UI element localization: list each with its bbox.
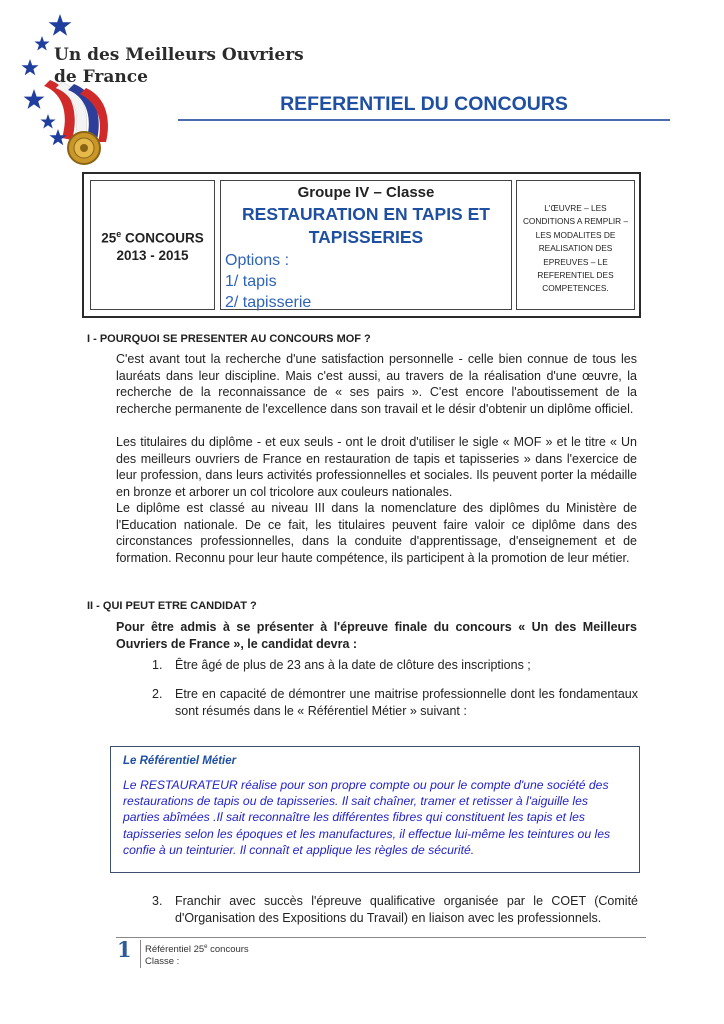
- organization-title: [54, 44, 304, 88]
- contest-edition-label: CONCOURS: [121, 230, 204, 246]
- referentiel-text: Le RESTAURATEUR réalise pour son propre compte ou pour le compte d'une société des restaurations de tapis ou de tapisseries. Il sait chaîner, tramer et retisser à l'aiguille les parties abîmées .Il sait reconnaître les différentes fibres qui constituent les tapis et les tapisseries selon les époques et les manufactures, il effectue lui-même les teintures ou les confie à un teinturier. Il connaît et applique les règles de sécurité.: [123, 778, 611, 857]
- contents-line: EPREUVES – LE: [543, 256, 608, 267]
- contest-years: 2013 - 2015: [116, 247, 189, 263]
- referentiel-title: Le Référentiel Métier: [123, 755, 237, 767]
- contest-info-box: [82, 172, 641, 318]
- contents-line: LES MODALITES DE: [535, 229, 616, 240]
- footer-separator: [140, 940, 141, 968]
- organization-title-line2: de France: [54, 67, 148, 87]
- list-item: [152, 657, 638, 674]
- options-label: Options :: [225, 252, 290, 269]
- contest-edition-cell: [90, 180, 215, 310]
- contents-line: COMPETENCES.: [542, 283, 609, 294]
- footer-line1: [145, 941, 249, 956]
- page-number: 1: [117, 937, 132, 962]
- logo-medal: [68, 132, 100, 164]
- list-item-number: 3.: [152, 894, 163, 908]
- speciality-title-line2: TAPISSERIES: [308, 227, 424, 247]
- page-title: REFERENTIEL DU CONCOURS: [178, 93, 670, 121]
- speciality-title: [225, 203, 507, 249]
- contents-line: CONDITIONS A REMPLIR –: [522, 216, 629, 227]
- footer-line2: Classe :: [145, 956, 180, 968]
- list-item-number: 2.: [152, 687, 163, 701]
- footer-divider: [116, 937, 646, 938]
- section2-heading: II - QUI PEUT ETRE CANDIDAT ?: [87, 600, 257, 612]
- section2-intro: Pour être admis à se présenter à l'épreuve finale du concours « Un des Meilleurs Ouvriers de France », le candidat devra :: [116, 620, 637, 651]
- option-tapisserie: 2/ tapisserie: [225, 294, 312, 311]
- section1-paragraph: Les titulaires du diplôme - et eux seuls - ont le droit d'utiliser le sigle « MOF » et le titre « Un des meilleurs ouvriers de France en restauration de tapis et tapisseries » dans l'exercice de leur profession, dans leurs activités professionnelles et sociales. Ils peuvent porter la médaille en bronze et arborer un col tricolore aux couleurs nationales.: [116, 435, 637, 499]
- footer-line1-suffix: concours: [207, 944, 249, 956]
- organization-title-line1: Un des Meilleurs Ouvriers: [54, 45, 304, 65]
- contents-summary-cell: [516, 180, 635, 310]
- contest-edition: [101, 226, 204, 247]
- group-class: Groupe IV – Classe: [297, 184, 435, 201]
- speciality-title-line1: RESTAURATION EN TAPIS ET: [242, 204, 490, 224]
- referentiel-metier-box: [110, 746, 640, 873]
- list-item: [152, 686, 638, 720]
- speciality-cell: [220, 180, 512, 310]
- footer-line1-sup: e: [204, 944, 208, 950]
- list-item-number: 1.: [152, 658, 163, 672]
- contents-line: L'ŒUVRE – LES: [544, 203, 607, 213]
- section1-paragraph: Le diplôme est classé au niveau III dans la nomenclature des diplômes du Ministère de l'Education nationale. De ce fait, les titulaires peuvent faire valoir ce diplôme dans des circonstances professionnelles, dans la conduite d'apprentissage, d'enseignement et de formation. Reconnu pour leur haute compétence, ils participent à la promotion de leur métier.: [116, 501, 637, 565]
- list-item-text: Etre en capacité de démontrer une maitrise professionnelle dont les fondamentaux sont résumés dans le « Référentiel Métier » suivant :: [175, 687, 638, 718]
- contents-line: REALISATION DES: [538, 243, 613, 254]
- option-tapis: 1/ tapis: [225, 273, 277, 290]
- list-item: [152, 893, 638, 927]
- contents-line: REFERENTIEL DES: [537, 270, 614, 281]
- options-list: [225, 250, 507, 313]
- contest-edition-number: 25: [101, 230, 117, 246]
- list-item-text: Être âgé de plus de 23 ans à la date de clôture des inscriptions ;: [175, 658, 531, 672]
- list-item-text: Franchir avec succès l'épreuve qualificative organisée par le COET (Comité d'Organisation des Expositions du Travail) en liaison avec les professionnels.: [175, 894, 638, 925]
- mof-logo: [10, 10, 150, 180]
- section1-paragraph: C'est avant tout la recherche d'une satisfaction personnelle - celle bien connue de tous les lauréats dans leur discipline. Mais c'est aussi, au travers de la réalisation d'une œuvre, la recherche de la reconnaissance de « ses pairs ». C'est encore l'aboutissement de la recherche permanente de l'excellence dans son travail et le désir d'obtenir un diplôme officiel.: [116, 352, 637, 416]
- contest-edition-suffix: e: [116, 229, 122, 240]
- section1-heading: I - POURQUOI SE PRESENTER AU CONCOURS MOF ?: [87, 333, 371, 345]
- footer-line1-prefix: Référentiel 25: [145, 944, 205, 956]
- footer-text: [145, 941, 249, 968]
